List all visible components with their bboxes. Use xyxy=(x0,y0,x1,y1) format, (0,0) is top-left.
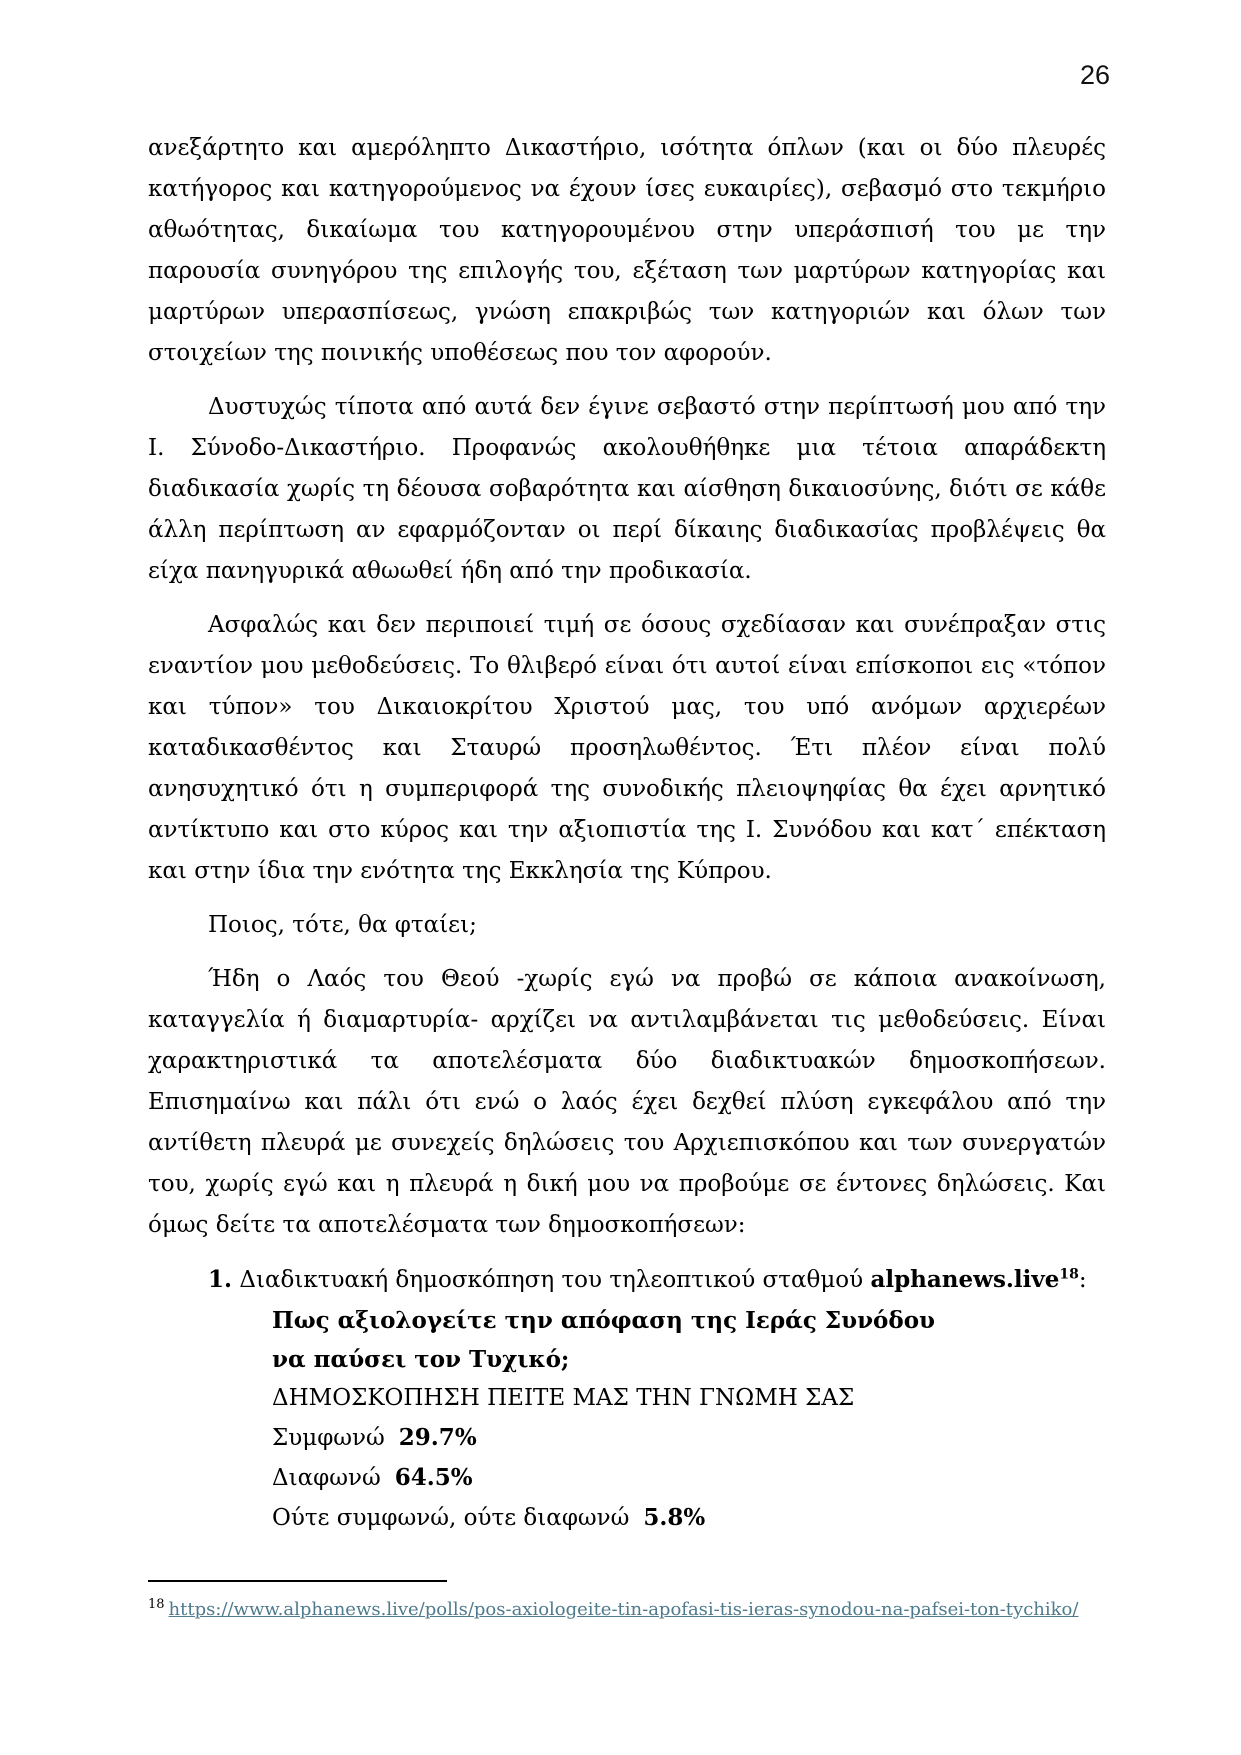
poll-option-disagree xyxy=(272,1458,1106,1498)
station-name: alphanews.live xyxy=(870,1266,1060,1293)
list-item-text: Διαδικτυακή δημοσκόπηση του τηλεοπτικού σταθμού xyxy=(239,1267,864,1293)
poll-option-label: Διαφωνώ xyxy=(272,1465,381,1491)
paragraph-question: Ποιος, τότε, θα φταίει; xyxy=(208,912,477,938)
page-number: 26 xyxy=(1079,60,1110,90)
footnote-reference-mark: 18 xyxy=(1059,1266,1079,1283)
poll-option-label: Ούτε συμφωνώ, ούτε διαφωνώ xyxy=(272,1505,630,1531)
poll-option-neither xyxy=(272,1498,1106,1538)
footnote xyxy=(148,1596,1148,1624)
poll-option-value: 64.5% xyxy=(394,1464,473,1491)
poll-list-item xyxy=(148,1259,1106,1301)
footnote-link[interactable]: https://www.alphanews.live/polls/pos-axiologeite-tin-apofasi-tis-ieras-synodou-na-pafsei-ton-tychiko/ xyxy=(168,1599,1079,1620)
footnote-number: 18 xyxy=(148,1597,165,1612)
paragraph: Ήδη ο Λαός του Θεού -χωρίς εγώ να προβώ σε κάποια ανακοίνωση, καταγγελία ή διαμαρτυρία- αρχίζει να αντιλαμβάνεται τις μεθοδεύσεις. Είναι χαρακτηριστικά τα αποτελέσματα δύο διαδικτυακών δημοσκοπήσεων. Επισημαίνω και πάλι ότι ενώ ο λαός έχει δεχθεί πλύση εγκεφάλου από την αντίθετη πλευρά με συνεχείς δηλώσεις του Αρχιεπισκόπου και των συνεργατών του, χωρίς εγώ και η πλευρά η δική μου να προβούμε σε έντονες δηλώσεις. Και όμως δείτε τα αποτελέσματα των δημοσκοπήσεων: xyxy=(148,966,1106,1238)
paragraph: Ασφαλώς και δεν περιποιεί τιμή σε όσους σχεδίασαν και συνέπραξαν στις εναντίον μου μεθοδεύσεις. Το θλιβερό είναι ότι αυτοί είναι επίσκοποι εις «τόπον και τύπον» του Δικαιοκρίτου Χριστού μας, του υπό ανόμων αρχιερέων καταδικασθέντος και Σταυρώ προσηλωθέντος. Έτι πλέον είναι πολύ ανησυχητικό ότι η συμπεριφορά της συνοδικής πλειοψηφίας θα έχει αρνητικό αντίκτυπο και στο κύρος και την αξιοπιστία της Ι. Συνόδου και κατ΄ επέκταση και στην ίδια την ενότητα της Εκκλησία της Κύπρου. xyxy=(148,612,1106,884)
list-item-suffix: : xyxy=(1078,1267,1087,1293)
paragraph: Δυστυχώς τίποτα από αυτά δεν έγινε σεβαστό στην περίπτωσή μου από την Ι. Σύνοδο-Δικαστήριο. Προφανώς ακολουθήθηκε μια τέτοια απαράδεκτη διαδικασία χωρίς τη δέουσα σοβαρότητα και αίσθηση δικαιοσύνης, διότι σε κάθε άλλη περίπτωση αν εφαρμόζονταν οι περί δίκαιης διαδικασίας προβλέψεις θα είχα πανηγυρικά αθωωθεί ήδη από την προδικασία. xyxy=(148,394,1106,584)
poll-option-value: 5.8% xyxy=(643,1504,706,1531)
footnote-separator xyxy=(148,1580,447,1582)
page-body xyxy=(148,128,1106,1538)
list-item-number: 1. xyxy=(208,1266,233,1293)
poll-question-line-2: να παύσει τον Τυχικό; xyxy=(272,1346,570,1373)
poll-option-agree xyxy=(272,1418,1106,1458)
poll-option-value: 29.7% xyxy=(398,1424,477,1451)
paragraph-continuation: ανεξάρτητο και αμερόληπτο Δικαστήριο, ισότητα όπλων (και οι δύο πλευρές κατήγορος και κατηγορούμενος να έχουν ίσες ευκαιρίες), σεβασμό στο τεκμήριο αθωότητας, δικαίωμα του κατηγορουμένου στην υπεράσπισή του με την παρουσία συνηγόρου της επιλογής του, εξέταση των μαρτύρων κατηγορίας και μαρτύρων υπερασπίσεως, γνώση επακριβώς των κατηγοριών και όλων των στοιχείων της ποινικής υποθέσεως που τον αφορούν. xyxy=(148,135,1106,366)
poll-header: ΔΗΜΟΣΚΟΠΗΣΗ ΠΕΙΤΕ ΜΑΣ ΤΗΝ ΓΝΩΜΗ ΣΑΣ xyxy=(272,1385,855,1411)
poll-option-label: Συμφωνώ xyxy=(272,1425,385,1451)
poll-question-line-1: Πως αξιολογείτε την απόφαση της Ιεράς Συνόδου xyxy=(272,1307,936,1334)
